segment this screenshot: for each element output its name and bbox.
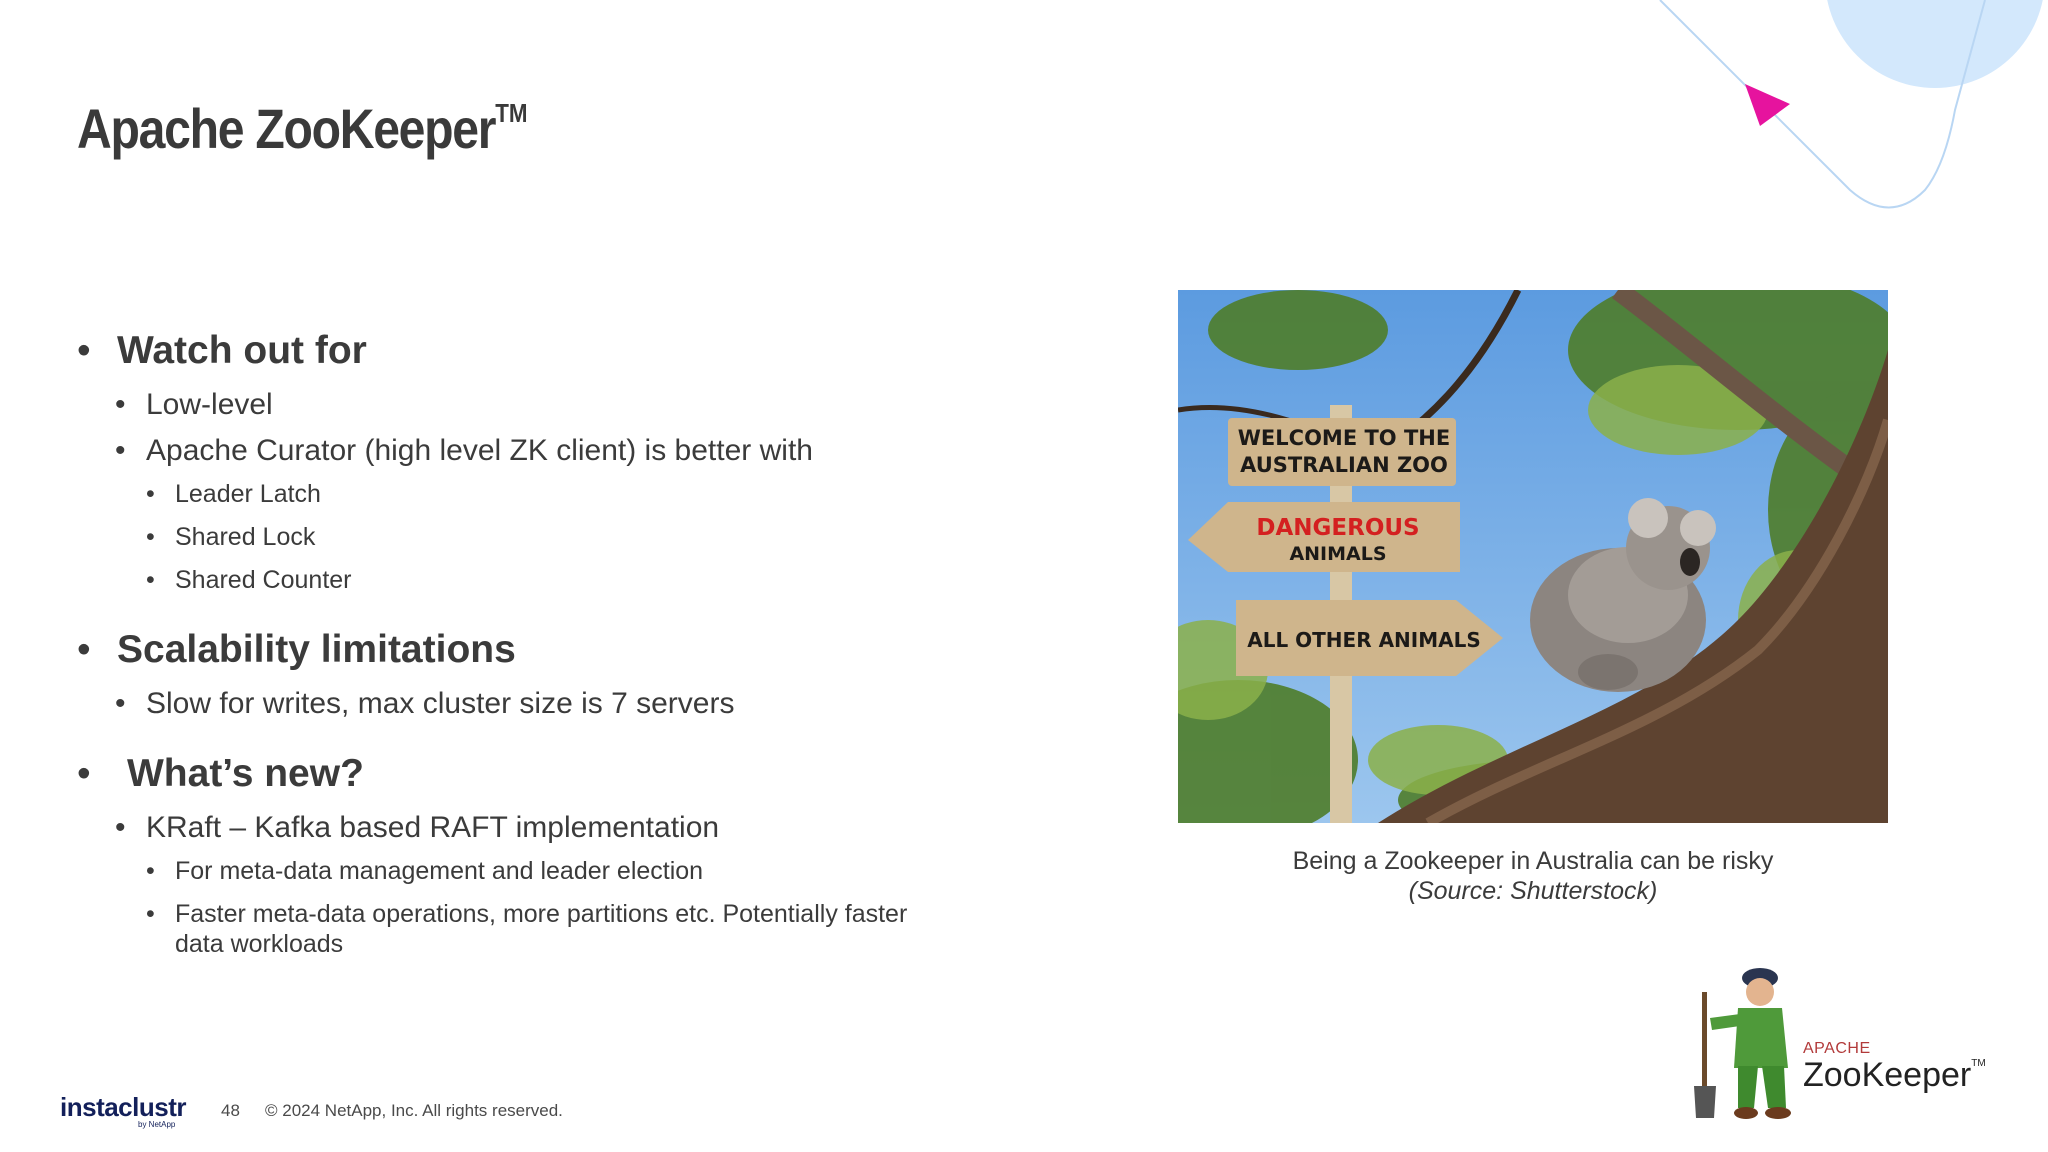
zk-logo-name: ZooKeeper™ bbox=[1803, 1056, 1986, 1094]
bullet-shared-lock: • Shared Lock bbox=[146, 523, 316, 551]
svg-text:WELCOME TO THE: WELCOME TO THE bbox=[1237, 426, 1451, 450]
bullet-shared-counter: • Shared Counter bbox=[146, 566, 352, 594]
page-title: Apache ZooKeeper™ bbox=[77, 97, 528, 160]
bullet-metadata-mgmt: • For meta-data management and leader election bbox=[146, 857, 704, 885]
bullet-whats-new: • What’s new? bbox=[77, 752, 364, 795]
bullet-watch-out: • Watch out for bbox=[77, 329, 367, 372]
bullet-curator: • Apache Curator (high level ZK client) is better with bbox=[115, 434, 813, 467]
koala-signpost-photo bbox=[1178, 290, 1888, 823]
bullet-low-level: • Low-level bbox=[115, 388, 273, 421]
bullet-scalability: • Scalability limitations bbox=[77, 628, 516, 671]
copyright-text: © 2024 NetApp, Inc. All rights reserved. bbox=[265, 1101, 563, 1120]
zookeeper-mascot-icon bbox=[1690, 958, 1810, 1123]
page-number: 48 bbox=[221, 1101, 240, 1120]
svg-text:DANGEROUS: DANGEROUS bbox=[1256, 515, 1420, 541]
svg-text:AUSTRALIAN ZOO: AUSTRALIAN ZOO bbox=[1240, 453, 1448, 477]
play-triangle-icon bbox=[1745, 84, 1790, 126]
bullet-faster-metadata: • Faster meta-data operations, more partitions etc. Potentially faster data workloads bbox=[146, 900, 908, 958]
bullet-slow-writes: • Slow for writes, max cluster size is 7 servers bbox=[115, 687, 735, 720]
zk-logo-apache: APACHE bbox=[1803, 1040, 1871, 1057]
photo-caption: Being a Zookeeper in Australia can be risky (Source: Shutterstock) bbox=[1292, 847, 1774, 905]
bullet-leader-latch: • Leader Latch bbox=[146, 480, 321, 508]
bullet-kraft: • KRaft – Kafka based RAFT implementation bbox=[115, 811, 720, 844]
instaclustr-logo: instaclustr by NetApp bbox=[60, 1092, 186, 1129]
svg-text:ALL OTHER ANIMALS: ALL OTHER ANIMALS bbox=[1247, 628, 1481, 652]
svg-text:ANIMALS: ANIMALS bbox=[1289, 543, 1387, 565]
